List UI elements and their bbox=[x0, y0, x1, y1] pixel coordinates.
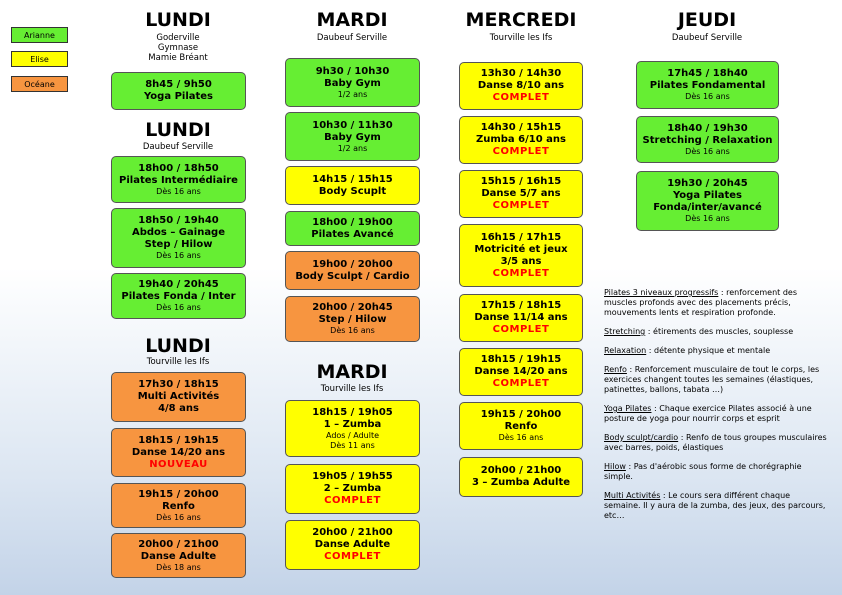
class-card: 16h15 / 17h15 Motricité et jeux 3/5 ans COMPLET bbox=[459, 224, 583, 287]
class-card: 20h00 / 21h00 Danse Adulte Dès 18 ans bbox=[111, 533, 246, 578]
legend-elise: Elise bbox=[11, 51, 68, 67]
location-daubeuf: Daubeuf Serville bbox=[142, 142, 214, 152]
day-heading-lundi-goderville: LUNDI bbox=[145, 9, 211, 31]
location-tourville: Tourville les Ifs bbox=[146, 357, 210, 367]
class-card: 9h30 / 10h30 Baby Gym 1/2 ans bbox=[285, 58, 420, 107]
status-badge: COMPLET bbox=[492, 200, 550, 211]
class-card: 18h50 / 19h40 Abdos – Gainage Step / Hilow Dès 16 ans bbox=[111, 208, 246, 268]
class-card: 8h45 / 9h50 Yoga Pilates bbox=[111, 72, 246, 110]
class-card: 18h15 / 19h15 Danse 14/20 ans COMPLET bbox=[459, 348, 583, 396]
glossary-notes bbox=[604, 288, 828, 530]
location-tourville: Tourville les Ifs bbox=[489, 33, 553, 43]
note-item: Hilow : Pas d'aérobic sous forme de chorégraphie simple. bbox=[604, 462, 802, 481]
note-item: Yoga Pilates : Chaque exercice Pilates associé à une posture de yoga pour nourrir corps et esprit bbox=[604, 404, 812, 423]
class-card: 18h15 / 19h15 Danse 14/20 ans NOUVEAU bbox=[111, 428, 246, 477]
class-card: 20h00 / 20h45 Step / Hilow Dès 16 ans bbox=[285, 296, 420, 342]
location-tourville: Tourville les Ifs bbox=[320, 384, 384, 394]
note-item: Pilates 3 niveaux progressifs : renforcement des muscles profonds avec des placements précis, mouvements lents et respiration profonde. bbox=[604, 288, 798, 317]
class-card: 17h30 / 18h15 Multi Activités 4/8 ans bbox=[111, 372, 246, 422]
day-heading-mardi-daubeuf: MARDI bbox=[316, 9, 388, 31]
class-card: 19h30 / 20h45 Yoga Pilates Fonda/inter/avancé Dès 16 ans bbox=[636, 171, 779, 231]
class-card: 20h00 / 21h00 3 – Zumba Adulte bbox=[459, 457, 583, 497]
day-heading-jeudi: JEUDI bbox=[677, 9, 737, 31]
location-daubeuf: Daubeuf Serville bbox=[671, 33, 743, 43]
location-goderville: Goderville Gymnase Mamie Bréant bbox=[148, 33, 208, 63]
class-card: 19h15 / 20h00 Renfo Dès 16 ans bbox=[111, 483, 246, 528]
class-card: 20h00 / 21h00 Danse Adulte COMPLET bbox=[285, 520, 420, 570]
day-heading-mardi-tourville: MARDI bbox=[316, 361, 388, 383]
class-card: 15h15 / 16h15 Danse 5/7 ans COMPLET bbox=[459, 170, 583, 218]
status-badge: COMPLET bbox=[492, 146, 550, 157]
class-card: 17h15 / 18h15 Danse 11/14 ans COMPLET bbox=[459, 294, 583, 342]
location-daubeuf: Daubeuf Serville bbox=[316, 33, 388, 43]
class-card: 19h05 / 19h55 2 – Zumba COMPLET bbox=[285, 464, 420, 514]
class-card: 18h40 / 19h30 Stretching / Relaxation Dès 16 ans bbox=[636, 116, 779, 163]
class-card: 19h15 / 20h00 Renfo Dès 16 ans bbox=[459, 402, 583, 450]
status-badge: COMPLET bbox=[492, 92, 550, 103]
class-card: 17h45 / 18h40 Pilates Fondamental Dès 16 ans bbox=[636, 61, 779, 109]
class-card: 14h15 / 15h15 Body Scuplt bbox=[285, 166, 420, 205]
day-heading-lundi-tourville: LUNDI bbox=[145, 335, 211, 357]
class-card: 18h15 / 19h05 1 – Zumba Ados / Adulte Dès 11 ans bbox=[285, 400, 420, 457]
class-card: 19h40 / 20h45 Pilates Fonda / Inter Dès 16 ans bbox=[111, 273, 246, 319]
note-item: Stretching : étirements des muscles, souplesse bbox=[604, 327, 794, 336]
status-badge: COMPLET bbox=[492, 378, 550, 389]
legend-oceane: Océane bbox=[11, 76, 68, 92]
status-badge: NOUVEAU bbox=[149, 458, 208, 470]
class-card: 13h30 / 14h30 Danse 8/10 ans COMPLET bbox=[459, 62, 583, 110]
note-item: Multi Activités : Le cours sera différent chaque semaine. Il y aura de la zumba, des jeux, des parcours, etc… bbox=[604, 491, 826, 520]
status-badge: COMPLET bbox=[492, 267, 550, 279]
class-card: 14h30 / 15h15 Zumba 6/10 ans COMPLET bbox=[459, 116, 583, 164]
note-item: Body sculpt/cardio : Renfo de tous groupes musculaires avec barres, poids, élastiques bbox=[604, 433, 827, 452]
status-badge: COMPLET bbox=[492, 324, 550, 335]
day-heading-mercredi: MERCREDI bbox=[465, 9, 577, 31]
note-item: Relaxation : détente physique et mentale bbox=[604, 346, 771, 355]
class-card: 18h00 / 19h00 Pilates Avancé bbox=[285, 211, 420, 246]
status-badge: COMPLET bbox=[324, 551, 381, 562]
note-item: Renfo : Renforcement musculaire de tout le corps, les exercices changent toutes les semaines (élastiques, patinettes, ballons, tabata …) bbox=[604, 365, 820, 394]
class-card: 19h00 / 20h00 Body Sculpt / Cardio bbox=[285, 251, 420, 290]
status-badge: COMPLET bbox=[324, 495, 381, 506]
legend-arianne: Arianne bbox=[11, 27, 68, 43]
class-card: 10h30 / 11h30 Baby Gym 1/2 ans bbox=[285, 112, 420, 161]
class-card: 18h00 / 18h50 Pilates Intermédiaire Dès 16 ans bbox=[111, 156, 246, 203]
day-heading-lundi-daubeuf: LUNDI bbox=[145, 119, 211, 141]
